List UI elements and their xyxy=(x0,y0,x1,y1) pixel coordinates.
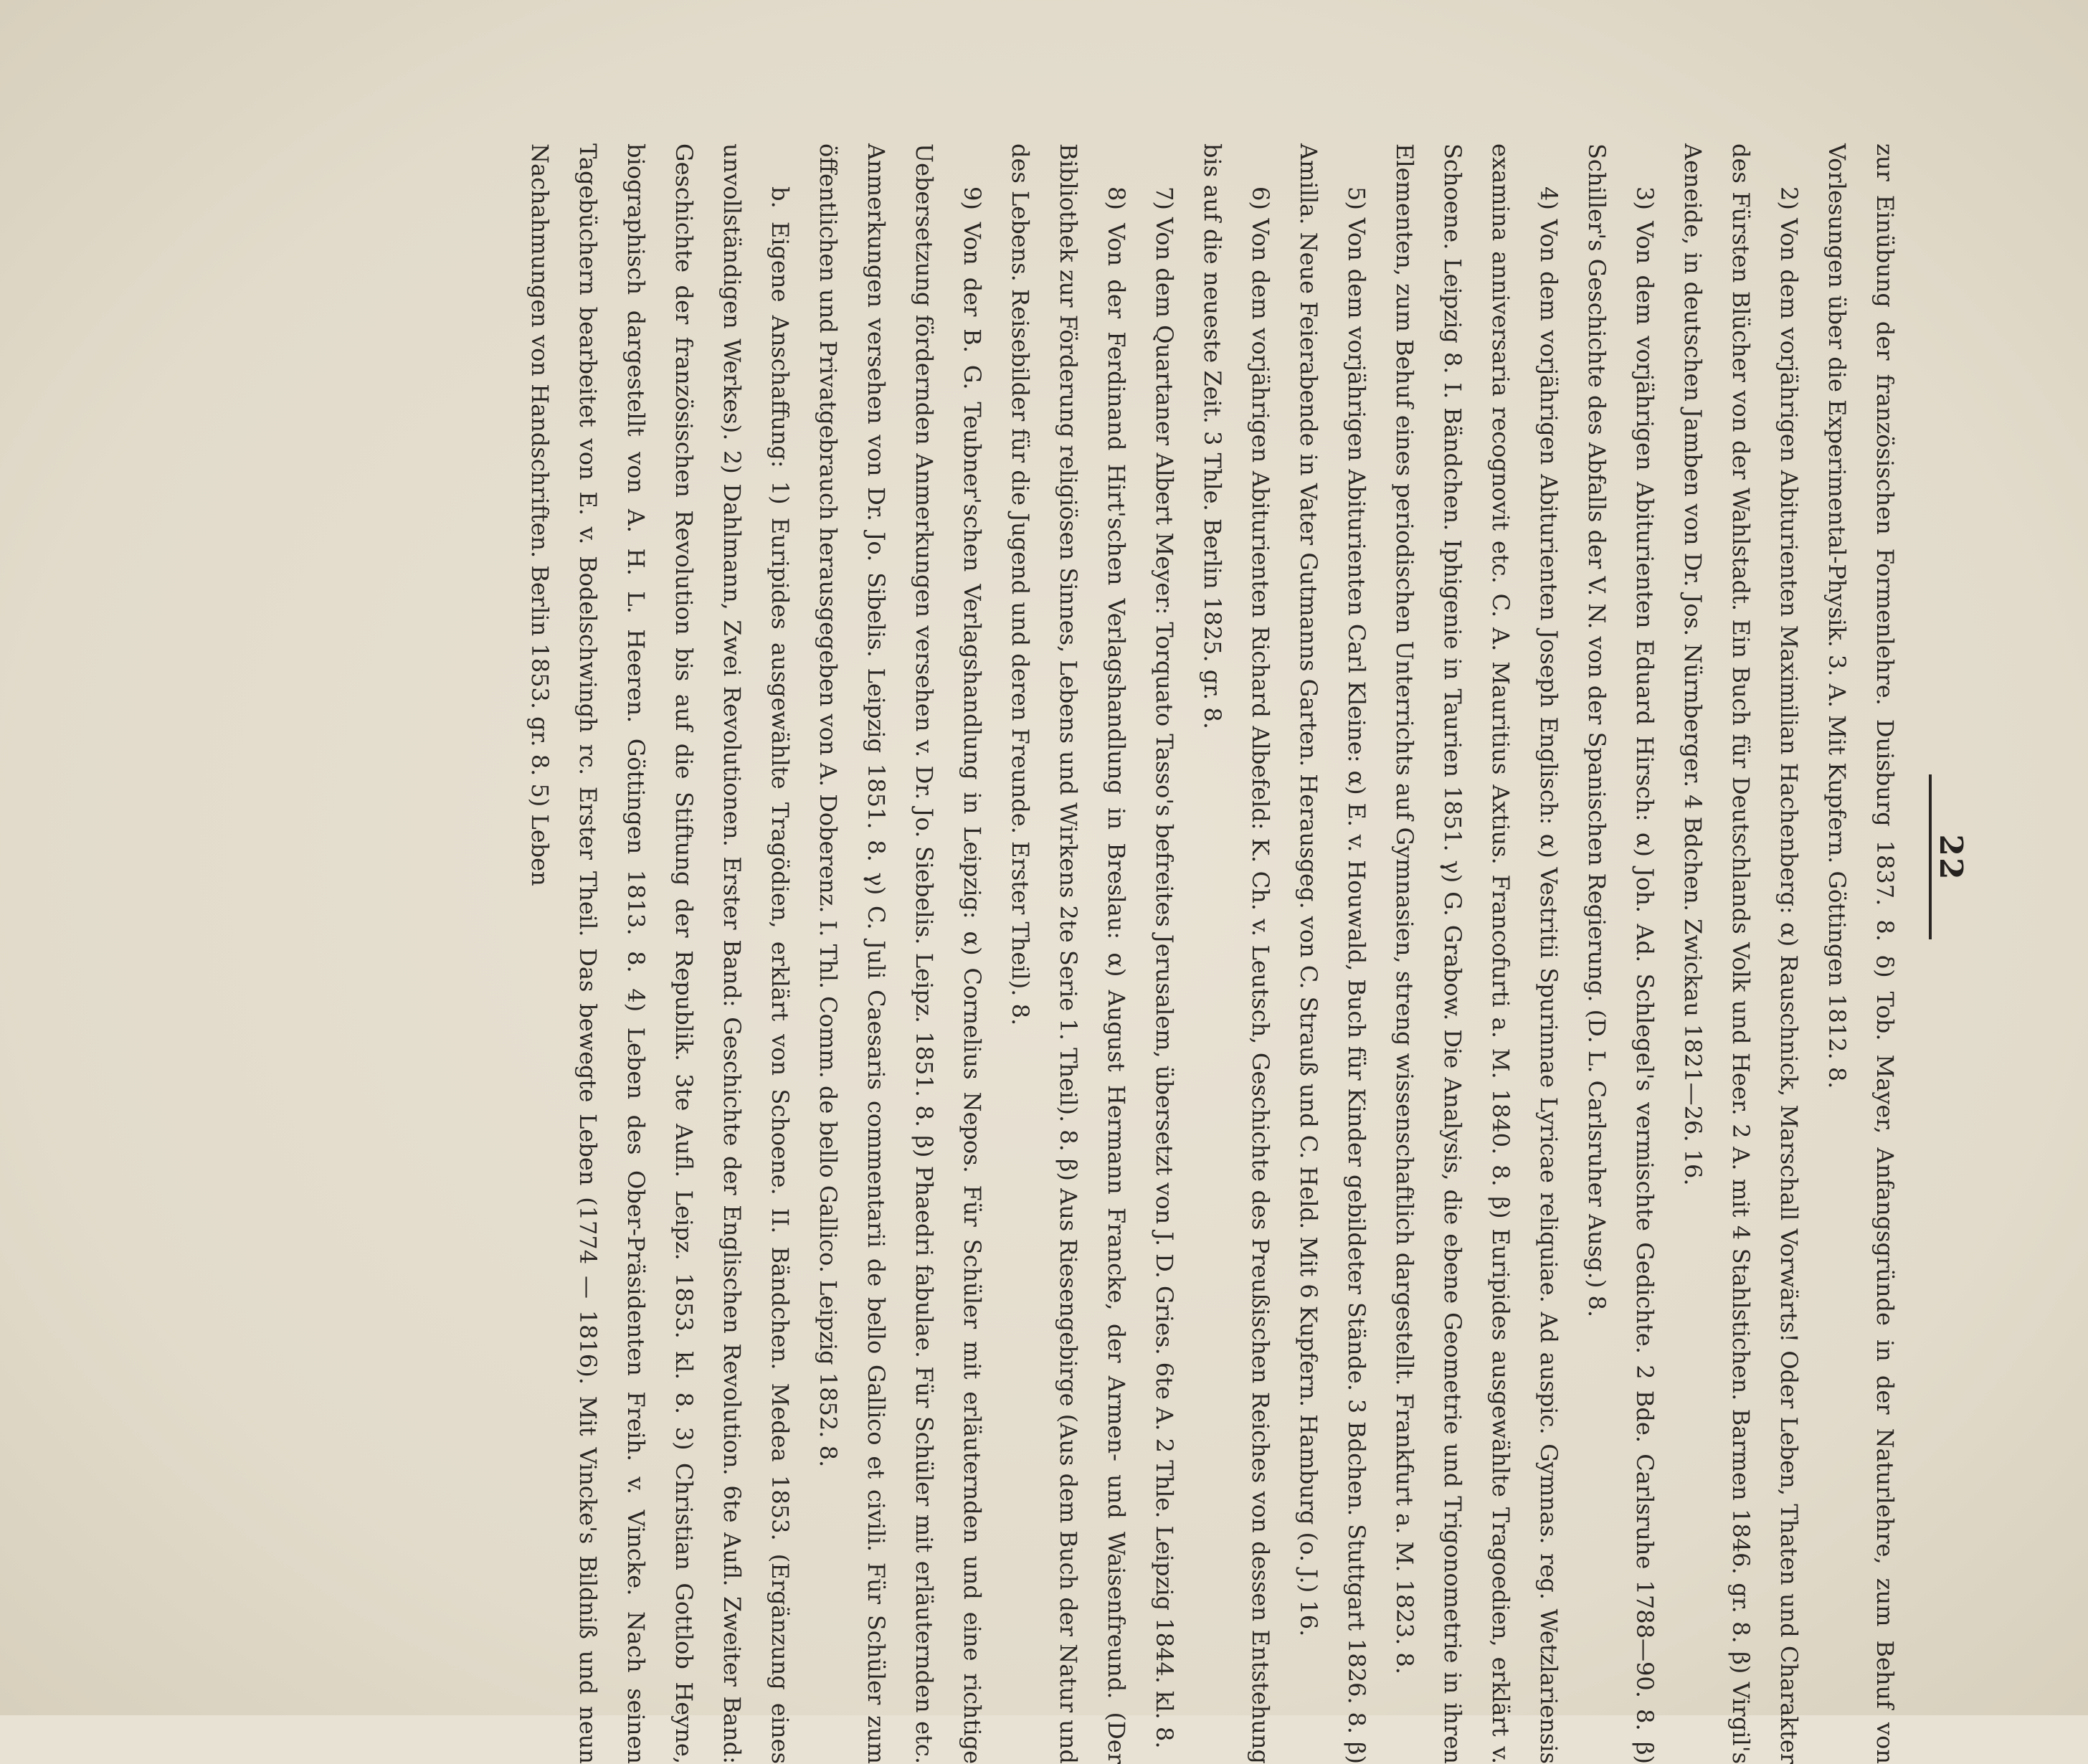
paragraph-item-5: 5) Von dem vorjährigen Abiturienten Carl Kleine: α) E. v. Houwald, Buch für Kinder gebildeter Stände. 3 Bdchen. Stuttgart 1826. 8. β) Amilla. Neue Feierabende in Vater Gutmanns Garten. Herausgeg. von C. Strauß und C. Held. Mit 6 Kupfern. Hamburg (o. J.) 16. xyxy=(1295,143,1370,1764)
page-body xyxy=(516,143,1909,1764)
paragraph-continuation: zur Einübung der französischen Formenlehre. Duisburg 1837. 8. δ) Tob. Mayer, Anfangsgründe in der Naturlehre, zum Behuf von Vorlesungen über die Experimental-Physik. 3. A. Mit Kupfern. Göttingen 1812. 8. xyxy=(1823,143,1899,1764)
paragraph-item-9: 9) Von der B. G. Teubner'schen Verlagshandlung in Leipzig: α) Cornelius Nepos. Für Schüler mit erläuternden und eine richtige Uebersetzung fördernden Anmerkungen versehen v. Dr. Jo. Siebelis. Leipz. 1851. 8. β) Phaedri fabulae. Für Schüler mit erläuternden etc. Anmerkungen versehen von Dr. Jo. Sibelis. Leipzig 1851. 8. γ) C. Juli Caesaris commentarii de bello Gallico et civili. Für Schüler zum öffentlichen und Privatgebrauch herausgegeben von A. Doberenz. I. Thl. Comm. de bello Gallico. Leipzig 1852. 8. xyxy=(815,143,986,1764)
page-number: 22 xyxy=(1932,834,1969,881)
paragraph-own-acquisitions: b. Eigene Anschaffung: 1) Euripides ausgewählte Tragödien, erklärt von Schoene. II. Bändchen. Medea 1853. (Ergänzung eines unvollständigen Werkes). 2) Dahlmann, Zwei Revolutionen. Erster Band: Geschichte der Englischen Revolution. 6te Aufl. Zweiter Band: Geschichte der französischen Revolution bis auf die Stiftung der Republik. 3te Aufl. Leipz. 1853. kl. 8. 3) Christian Gottlob Heyne, biographisch dargestellt von A. H. L. Heeren. Göttingen 1813. 8. 4) Leben des Ober-Präsidenten Freih. v. Vincke. Nach seinen Tagebüchern bearbeitet von E. v. Bodelschwingh rc. Erster Theil. Das bewegte Leben (1774 — 1816). Mit Vincke's Bildniß und neun Nachahmungen von Handschriften. Berlin 1853. gr. 8. 5) Leben xyxy=(526,143,794,1764)
page-header xyxy=(1894,0,2038,1715)
paragraph-item-4: 4) Von dem vorjährigen Abiturienten Joseph Englisch: α) Vestritii Spurinnae Lyricae reliquiae. Ad auspic. Gymnas. reg. Wetzlariensis examina anniversaria recognovit etc. C. A. Mauritius Axtius. Francofurti a. M. 1840. 8. β) Euripides ausgewählte Tragoedien, erklärt v. Schoene. Leipzig 8. I. Bändchen. Iphigenie in Taurien 1851. γ) G. Grabow. Die Analysis, die ebene Geometrie und Trigonometrie in ihren Elementen, zum Behuf eines periodischen Unterrichts auf Gymnasien, streng wissenschaftlich dargestellt. Frankfurt a. M. 1823. 8. xyxy=(1391,143,1562,1764)
paragraph-item-3: 3) Von dem vorjährigen Abiturienten Eduard Hirsch: α) Joh. Ad. Schlegel's vermischte Gedichte. 2 Bde. Carlsruhe 1788—90. 8. β) Schiller's Geschichte des Abfalls der V. N. von der Spanischen Regierung. (D. L. Carlsruher Ausg.) 8. xyxy=(1583,143,1658,1764)
paragraph-item-7: 7) Von dem Quartaner Albert Meyer: Torquato Tasso's befreites Jerusalem, übersetzt von J. D. Gries. 6te A. 2 Thle. Leipzig 1844. kl. 8. xyxy=(1151,186,1178,1749)
header-rule xyxy=(1929,774,1932,939)
paragraph-item-2: 2) Von dem vorjährigen Abiturienten Maximilian Hachenberg: α) Rauschnick, Marschall Vorwärts! Oder Leben, Thaten und Charakter des Fürsten Blücher von der Wahlstadt. Ein Buch für Deutschlands Volk und Heer. 2 A. mit 4 Stahlstichen. Barmen 1846. gr. 8. β) Virgil's Aeneide, in deutschen Jamben von Dr. Jos. Nürnberger. 4 Bdchen. Zwickau 1821—26. 16. xyxy=(1679,143,1803,1764)
paragraph-item-6: 6) Von dem vorjährigen Abiturienten Richard Albefeld: K. Ch. v. Leutsch, Geschichte des Preußischen Reiches von dessen Entstehung bis auf die neueste Zeit. 3 Thle. Berlin 1825. gr. 8. xyxy=(1199,143,1274,1764)
paragraph-item-8: 8) Von der Ferdinand Hirt'schen Verlagshandlung in Breslau: α) August Hermann Francke, der Armen- und Waisenfreund. (Der Bibliothek zur Förderung religiösen Sinnes, Lebens und Wirkens 2te Serie 1. Theil). 8. β) Aus Riesengebirge (Aus dem Buch der Natur und des Lebens. Reisebilder für die Jugend und deren Freunde. Erster Theil). 8. xyxy=(1007,143,1130,1764)
